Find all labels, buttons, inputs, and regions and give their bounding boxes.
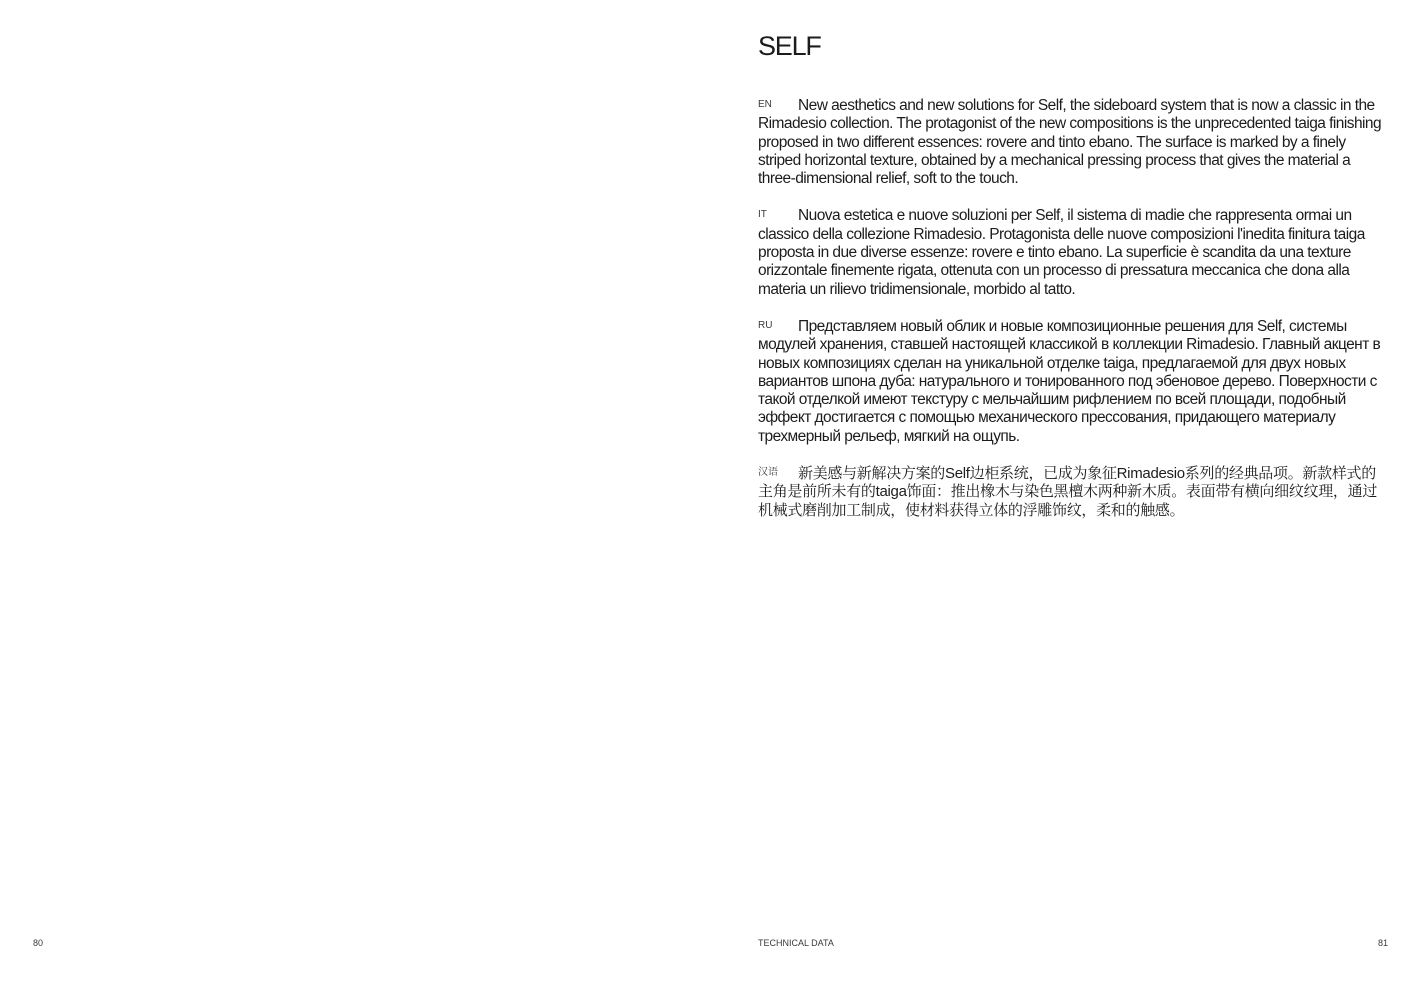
multilingual-description (758, 96, 1390, 538)
paragraph-text-ru: Представляем новый облик и новые композиционные решения для Self, системы модулей хранения, ставшей настоящей классикой в коллекции Rimadesio. Главный акцент в новых композициях сделан на уникальной отделке taiga, предлагаемой для двух новых вариантов шпона дуба: натурального и тонированного под эбеновое дерево. Поверхности с такой отделкой имеют текстуру с мельчайшим рифлением по всей площади, подобный эффект достигается с помощью механического прессования, придающего материалу трехмерный рельеф, мягкий на ощупь. (758, 317, 1381, 445)
page-number-right: 81 (1377, 938, 1388, 948)
paragraph-it (758, 206, 1390, 298)
paragraph-text-zh: 新美感与新解决方案的Self边柜系统，已成为象征Rimadesio系列的经典品项。新款样式的主角是前所未有的taiga饰面：推出橡木与染色黑檀木两种新木质。表面带有横向细纹纹理，通过机械式磨削加工制成，使材料获得立体的浮雕饰纹，柔和的触感。 (758, 465, 1378, 519)
paragraph-zh (758, 464, 1390, 520)
language-label-zh: 汉语 (758, 467, 778, 479)
paragraph-text-it: Nuova estetica e nuove soluzioni per Self, il sistema di madie che rappresenta ormai un classico della collezione Rimadesio. Protagonista delle nuove composizioni l'inedita finitura taiga proposta in due diverse essenze: rovere e tinto ebano. La superficie è scandita da una texture orizzontale finemente rigata, ottenuta con un processo di pressatura meccanica che dona alla materia un rilievo tridimensionale, morbido al tatto. (758, 207, 1365, 298)
paragraph-text-en: New aesthetics and new solutions for Self, the sideboard system that is now a classic in the Rimadesio collection. The protagonist of the new compositions is the unprecedented taiga finishing proposed in two different essences: rovere and tinto ebano. The surface is marked by a finely striped horizontal texture, obtained by a mechanical pressing process that gives the material a three-dimensional relief, soft to the touch. (758, 97, 1382, 188)
paragraph-en (758, 96, 1390, 188)
language-label-it: IT (758, 209, 767, 221)
language-label-en: EN (758, 99, 772, 110)
page-title: SELF (758, 31, 821, 61)
page-number-left: 80 (33, 938, 44, 948)
paragraph-ru (758, 317, 1390, 446)
language-label-ru: RU (758, 319, 773, 331)
section-label: TECHNICAL DATA (758, 938, 834, 948)
